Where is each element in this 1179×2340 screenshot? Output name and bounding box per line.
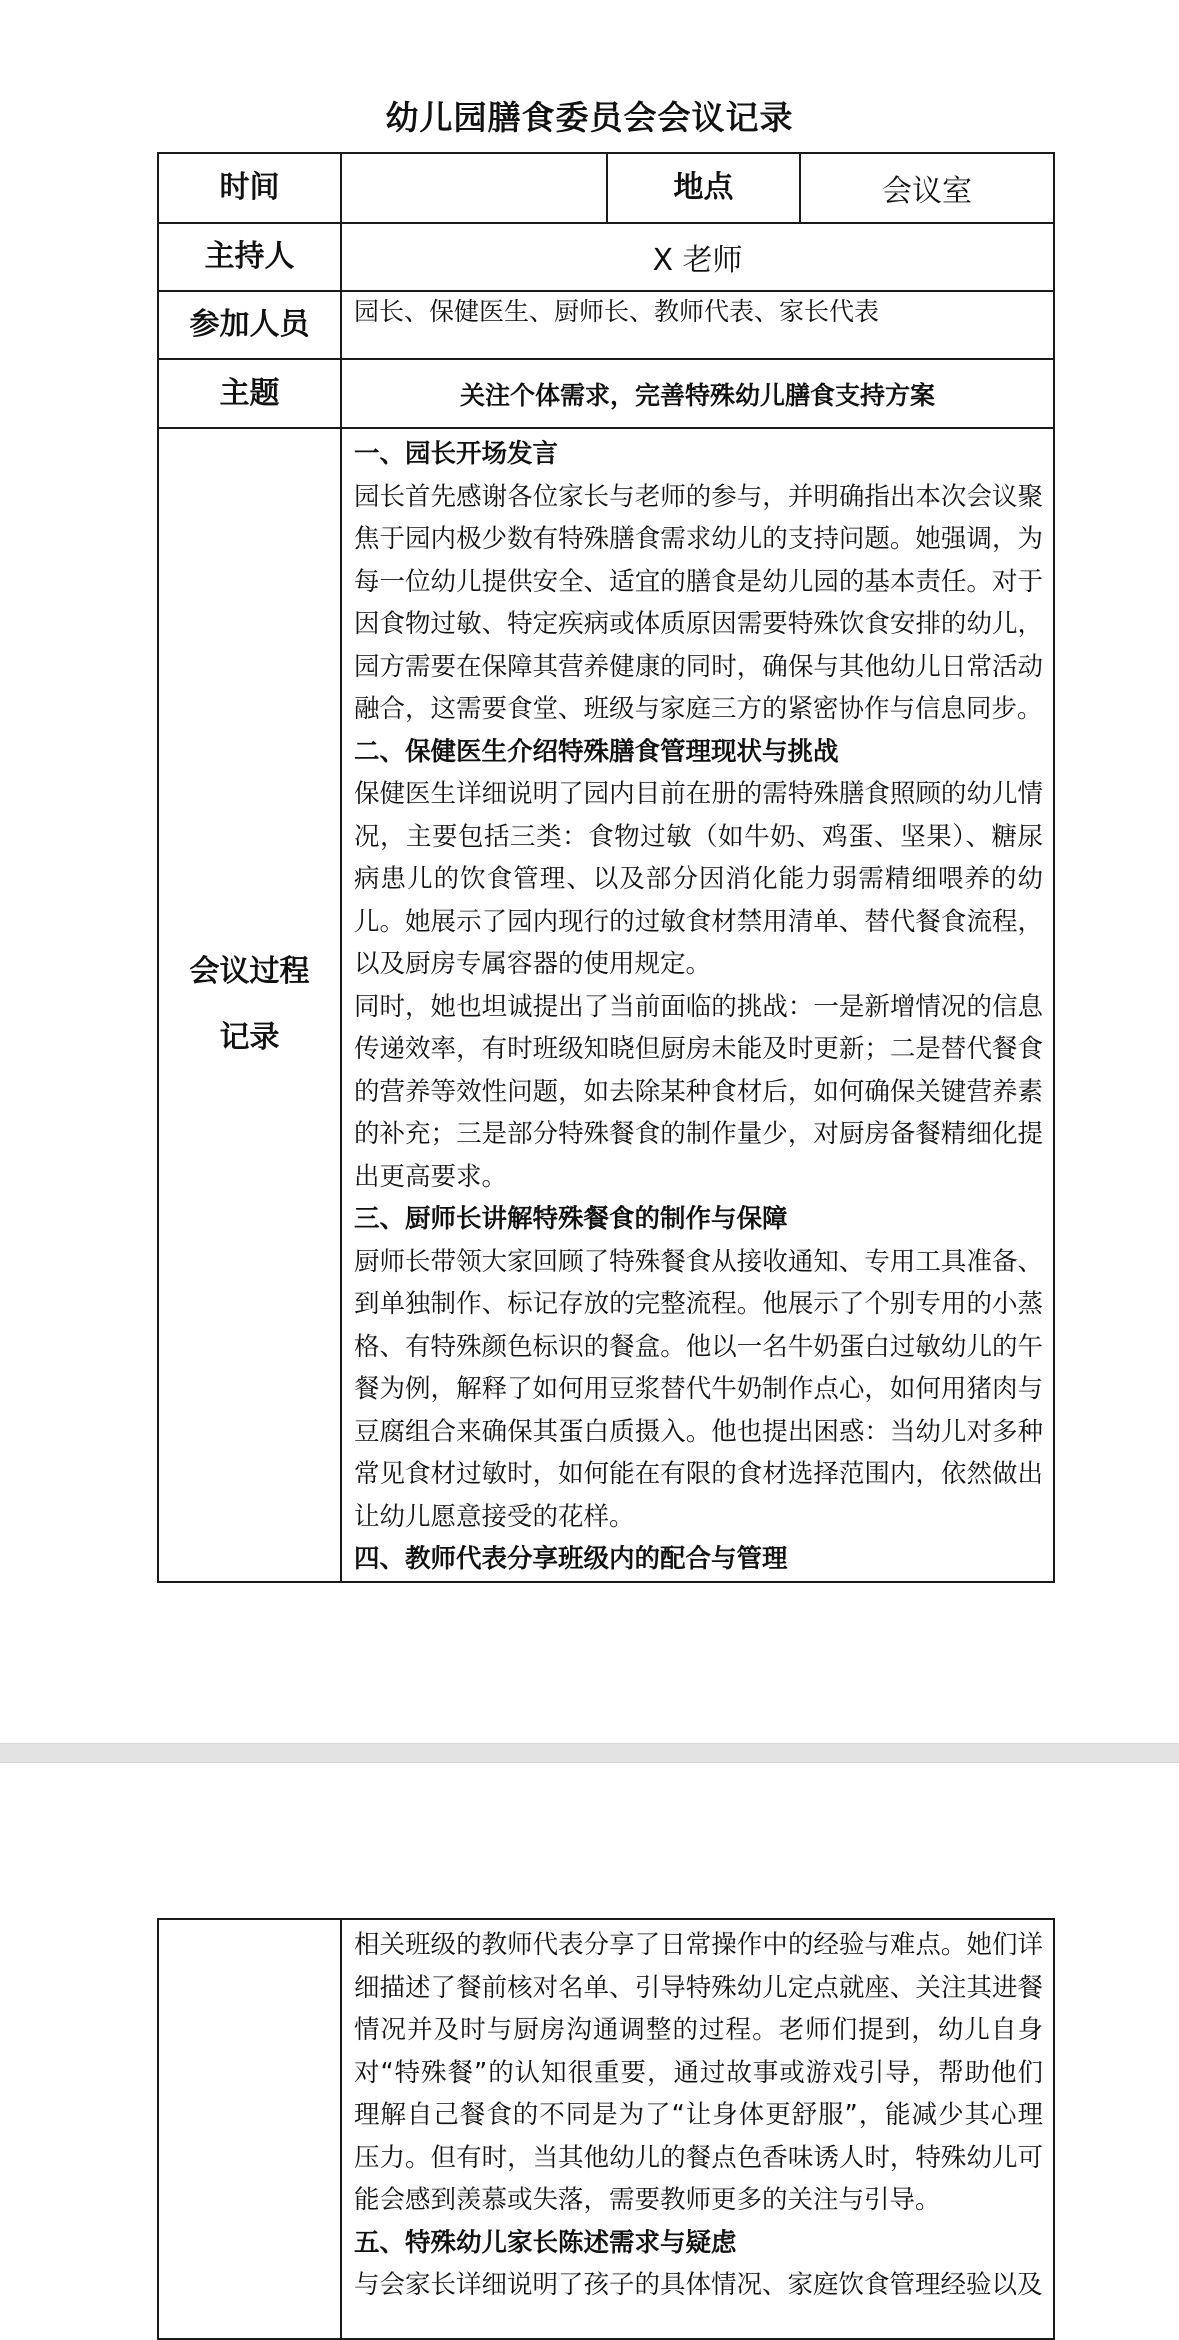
section-paragraph: 相关班级的教师代表分享了日常操作中的经验与难点。她们详细描述了餐前核对名单、引导特殊幼儿定点就座、关注其进餐情况并及时与厨房沟通调整的过程。老师们提到，幼儿自身对“特殊餐”的认知很重要，通过故事或游戏引导，帮助他们理解自己餐食的不同是为了“让身体更舒服”，能减少其心理压力。但有时，当其他幼儿的餐点色香味诱人时，特殊幼儿可能会感到羡慕或失落，需要教师更多的关注与引导。 bbox=[354, 1930, 1043, 2215]
row-time-location bbox=[158, 153, 1054, 223]
meeting-record-table bbox=[157, 152, 1055, 1583]
row-topic bbox=[158, 359, 1054, 428]
process-label-line1: 会议过程 bbox=[189, 953, 310, 989]
section-heading: 四、教师代表分享班级内的配合与管理 bbox=[354, 1544, 788, 1574]
section-paragraph: 保健医生详细说明了园内目前在册的需特殊膳食照顾的幼儿情况，主要包括三类：食物过敏（如牛奶、鸡蛋、坚果）、糖尿病患儿的饮食管理、以及部分因消化能力弱需精细喂养的幼儿。她展示了园内现行的过敏食材禁用清单、替代餐食流程，以及厨房专属容器的使用规定。 bbox=[354, 779, 1043, 979]
section-paragraph: 与会家长详细说明了孩子的具体情况、家庭饮食管理经验以及 bbox=[354, 2270, 1043, 2300]
meeting-record-table-continued bbox=[157, 1918, 1055, 2340]
section-paragraph: 厨师长带领大家回顾了特殊餐食从接收通知、专用工具准备、到单独制作、标记存放的完整流程。他展示了个别专用的小蒸格、有特殊颜色标识的餐盒。他以一名牛奶蛋白过敏幼儿的午餐为例，解释了如何用豆浆替代牛奶制作点心，如何用猪肉与豆腐组合来确保其蛋白质摄入。他也提出困惑：当幼儿对多种常见食材过敏时，如何能在有限的食材选择范围内，依然做出让幼儿愿意接受的花样。 bbox=[354, 1246, 1043, 1532]
row-host bbox=[158, 223, 1054, 291]
time-label: 时间 bbox=[158, 153, 341, 223]
section-heading: 三、厨师长讲解特殊餐食的制作与保障 bbox=[354, 1204, 788, 1234]
row-process bbox=[158, 428, 1054, 1582]
row-participants bbox=[158, 291, 1054, 359]
document-title: 幼儿园膳食委员会会议记录 bbox=[385, 98, 794, 137]
topic-label: 主题 bbox=[158, 359, 341, 428]
page-separator bbox=[0, 1743, 1179, 1763]
document-page-2 bbox=[0, 1763, 1179, 2300]
participants-value: 园长、保健医生、厨师长、教师代表、家长代表 bbox=[341, 291, 1054, 359]
process-content bbox=[341, 428, 1054, 1582]
location-value: 会议室 bbox=[800, 153, 1054, 223]
topic-value: 关注个体需求，完善特殊幼儿膳食支持方案 bbox=[341, 359, 1054, 428]
host-label: 主持人 bbox=[158, 223, 341, 291]
process-label-line2: 记录 bbox=[219, 1019, 280, 1055]
section-paragraph: 同时，她也坦诚提出了当前面临的挑战：一是新增情况的信息传递效率，有时班级知晓但厨房未能及时更新；二是替代餐食的营养等效性问题，如去除某种食材后，如何确保关键营养素的补充；三是部分特殊餐食的制作量少，对厨房备餐精细化提出更高要求。 bbox=[354, 991, 1043, 1192]
time-value bbox=[341, 153, 607, 223]
host-value: X 老师 bbox=[341, 223, 1054, 291]
process-content-continued bbox=[341, 1919, 1054, 2339]
section-heading: 一、园长开场发言 bbox=[354, 439, 559, 469]
section-heading: 二、保健医生介绍特殊膳食管理现状与挑战 bbox=[354, 736, 839, 767]
participants-label: 参加人员 bbox=[158, 291, 341, 359]
location-label: 地点 bbox=[607, 153, 800, 223]
section-heading: 五、特殊幼儿家长陈述需求与疑虑 bbox=[354, 2227, 737, 2258]
process-label bbox=[158, 428, 341, 1582]
row-process-continued bbox=[158, 1919, 1054, 2339]
process-label-empty bbox=[158, 1919, 341, 2339]
section-paragraph: 园长首先感谢各位家长与老师的参与，并明确指出本次会议聚焦于园内极少数有特殊膳食需求幼儿的支持问题。她强调，为每一位幼儿提供安全、适宜的膳食是幼儿园的基本责任。对于因食物过敏、特定疾病或体质原因需要特殊饮食安排的幼儿，园方需要在保障其营养健康的同时，确保与其他幼儿日常活动融合，这需要食堂、班级与家庭三方的紧密协作与信息同步。 bbox=[354, 481, 1043, 724]
